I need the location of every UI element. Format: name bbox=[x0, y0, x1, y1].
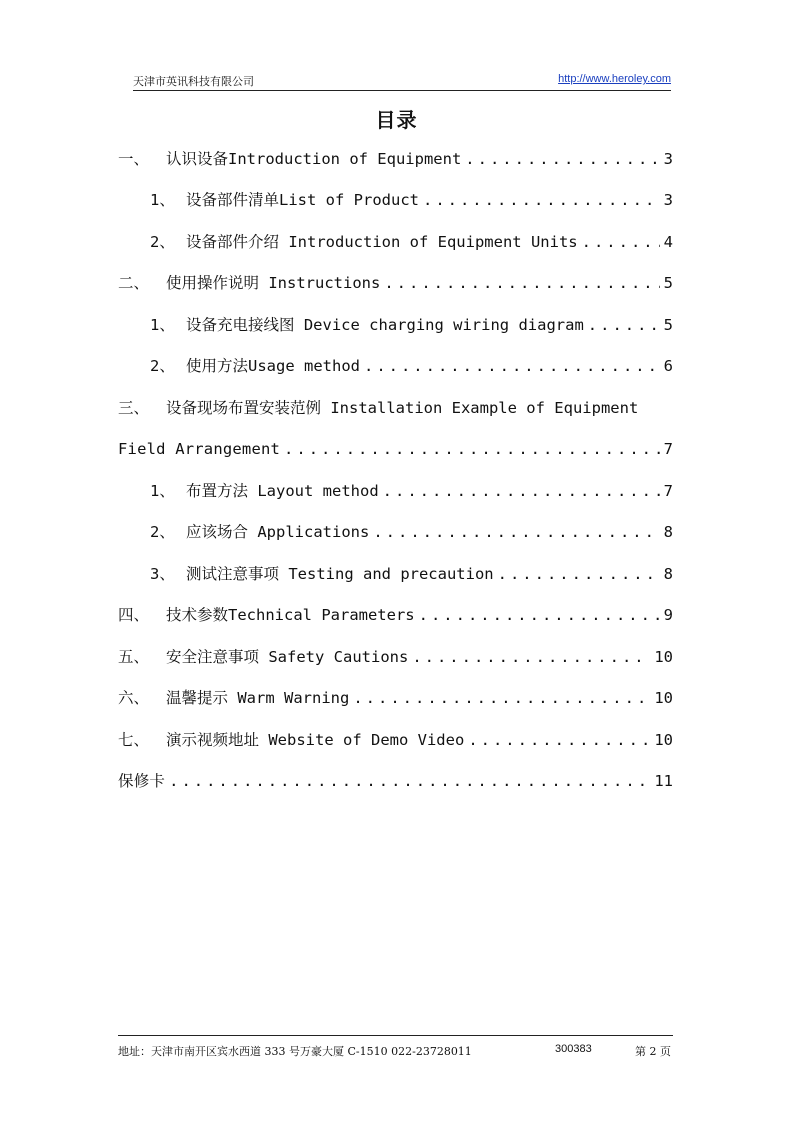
toc-number: 1、 bbox=[150, 191, 175, 209]
footer-address: 地址：天津市南开区宾水西道 333 号万豪大厦 C-1510 022-23728011 bbox=[118, 1045, 472, 1058]
toc-number: 三、 bbox=[118, 399, 150, 417]
toc-entry-warranty-card[interactable] bbox=[118, 769, 673, 793]
toc-text: 保修卡 bbox=[118, 772, 166, 790]
toc-entry-safety-cautions[interactable] bbox=[118, 645, 673, 669]
toc-number: 3、 bbox=[150, 565, 175, 583]
toc-text: 设备部件介绍 Introduction of Equipment Units bbox=[186, 233, 578, 251]
toc-number: 1、 bbox=[150, 482, 175, 500]
toc-number: 六、 bbox=[118, 689, 150, 707]
toc-title: 目录 bbox=[375, 108, 418, 132]
toc-text: 测试注意事项 Testing and precaution bbox=[186, 565, 494, 583]
website-link[interactable]: http://www.heroley.com bbox=[558, 73, 671, 85]
toc-page-number: 7 bbox=[663, 440, 673, 458]
toc-text: 使用方法Usage method bbox=[186, 357, 360, 375]
toc-entry-installation-example[interactable] bbox=[118, 396, 673, 420]
toc-page-number: 5 bbox=[663, 274, 673, 292]
dot-leader bbox=[465, 147, 659, 171]
toc-text: 设备现场布置安装范例 Installation Example of Equipment bbox=[166, 399, 639, 417]
toc-entry-list-of-product[interactable] bbox=[150, 188, 673, 212]
toc-entry-testing-precaution[interactable] bbox=[150, 562, 673, 586]
toc-number: 四、 bbox=[118, 606, 150, 624]
toc-page-number: 7 bbox=[663, 482, 673, 500]
toc-text: 使用操作说明 Instructions bbox=[166, 274, 381, 292]
toc-entry-technical-parameters[interactable] bbox=[118, 603, 673, 627]
page-header bbox=[133, 71, 671, 91]
toc-page-number: 3 bbox=[663, 191, 673, 209]
toc-text: 安全注意事项 Safety Cautions bbox=[166, 648, 409, 666]
dot-leader bbox=[412, 645, 650, 669]
toc-page-number: 5 bbox=[663, 316, 673, 334]
toc-number: 2、 bbox=[150, 233, 175, 251]
toc-entry-field-arrangement[interactable] bbox=[118, 437, 673, 461]
company-name: 天津市英讯科技有限公司 bbox=[133, 75, 254, 88]
toc-entry-charging-wiring[interactable] bbox=[150, 313, 673, 337]
toc-number: 一、 bbox=[118, 150, 150, 168]
toc-text: 设备充电接线图 Device charging wiring diagram bbox=[186, 316, 584, 334]
toc-entry-equipment-units[interactable] bbox=[150, 230, 673, 254]
toc-text: 布置方法 Layout method bbox=[186, 482, 379, 500]
dot-leader bbox=[384, 271, 659, 295]
dot-leader bbox=[419, 603, 660, 627]
toc-number: 1、 bbox=[150, 316, 175, 334]
toc-number: 2、 bbox=[150, 523, 175, 541]
dot-leader bbox=[498, 562, 660, 586]
toc-page-number: 8 bbox=[663, 523, 673, 541]
toc-page-number: 10 bbox=[654, 689, 673, 707]
dot-leader bbox=[373, 520, 659, 544]
toc-page-number: 3 bbox=[663, 150, 673, 168]
footer-postcode: 300383 bbox=[555, 1043, 592, 1055]
toc-entry-demo-video[interactable] bbox=[118, 728, 673, 752]
toc-number: 二、 bbox=[118, 274, 150, 292]
toc-text: 技术参数Technical Parameters bbox=[166, 606, 415, 624]
toc-page-number: 11 bbox=[654, 772, 673, 790]
dot-leader bbox=[383, 479, 660, 503]
toc-text: 演示视频地址 Website of Demo Video bbox=[166, 731, 465, 749]
toc-entry-layout-method[interactable] bbox=[150, 479, 673, 503]
dot-leader bbox=[588, 313, 660, 337]
toc-number: 2、 bbox=[150, 357, 175, 375]
toc-entry-warm-warning[interactable] bbox=[118, 686, 673, 710]
dot-leader bbox=[169, 769, 650, 793]
toc-text: 温馨提示 Warm Warning bbox=[166, 689, 350, 707]
toc-text: 设备部件清单List of Product bbox=[186, 191, 419, 209]
toc-text: Field Arrangement bbox=[118, 440, 281, 458]
footer-page-number: 第 2 页 bbox=[635, 1045, 671, 1058]
toc-page-number: 9 bbox=[663, 606, 673, 624]
dot-leader bbox=[284, 437, 660, 461]
toc-page-number: 8 bbox=[663, 565, 673, 583]
toc-entry-instructions[interactable] bbox=[118, 271, 673, 295]
toc-entry-introduction[interactable] bbox=[118, 147, 673, 171]
dot-leader bbox=[468, 728, 650, 752]
dot-leader bbox=[353, 686, 650, 710]
toc-page-number: 10 bbox=[654, 731, 673, 749]
toc-page-number: 6 bbox=[663, 357, 673, 375]
toc-text: 应该场合 Applications bbox=[186, 523, 370, 541]
dot-leader bbox=[364, 354, 660, 378]
page-footer bbox=[118, 1035, 673, 1070]
toc-number: 七、 bbox=[118, 731, 150, 749]
toc-page-number: 4 bbox=[663, 233, 673, 251]
toc-entry-applications[interactable] bbox=[150, 520, 673, 544]
dot-leader bbox=[582, 230, 660, 254]
dot-leader bbox=[423, 188, 660, 212]
toc-number: 五、 bbox=[118, 648, 150, 666]
toc-entry-usage-method[interactable] bbox=[150, 354, 673, 378]
toc-text: 认识设备Introduction of Equipment bbox=[166, 150, 462, 168]
toc-page-number: 10 bbox=[654, 648, 673, 666]
